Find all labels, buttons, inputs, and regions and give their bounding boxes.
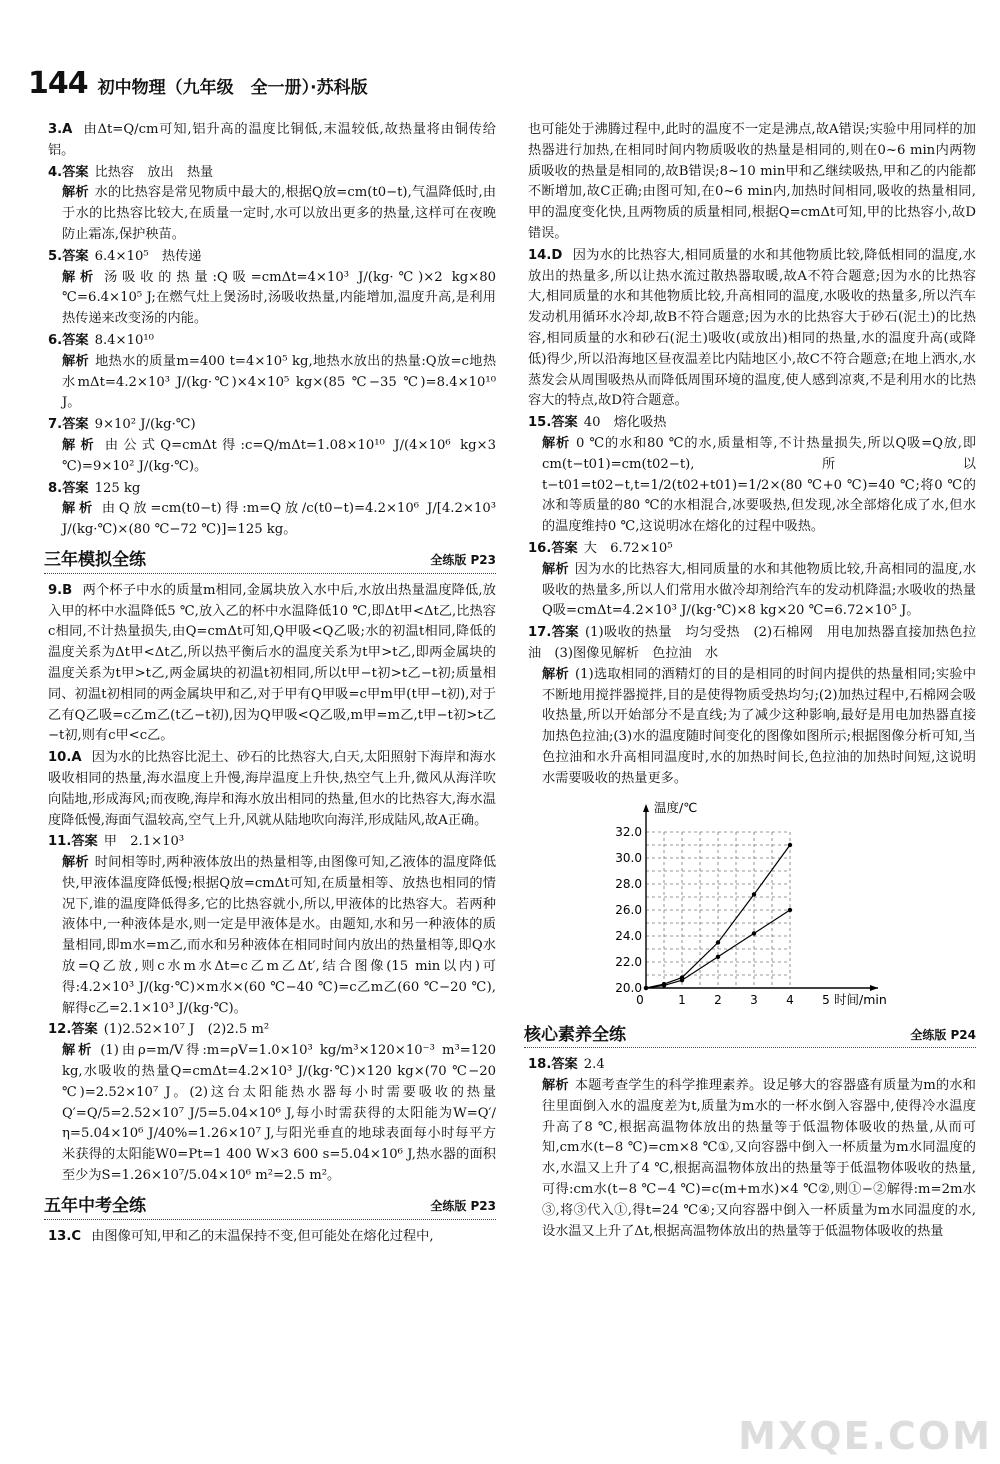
question-10 — [48, 748, 496, 831]
analysis-tag: 解析 — [62, 501, 96, 517]
answer-text: 40 熔化吸热 — [583, 415, 667, 431]
analysis-tag: 解析 — [62, 353, 90, 369]
answer-tag: 答案 — [62, 164, 89, 180]
question-9 — [48, 581, 496, 747]
section-title: 三年模拟全练 — [44, 549, 146, 570]
left-column — [44, 120, 497, 1248]
temperature-chart-svg — [598, 798, 898, 1016]
question-number: 11. — [48, 834, 72, 850]
question-number: 13.C — [48, 1228, 82, 1244]
question-15 — [528, 413, 976, 538]
question-text: 由图像可知,甲和乙的末温保持不变,但可能处在熔化过程中, — [91, 1228, 434, 1244]
section-five-year — [44, 1196, 496, 1220]
y-tick-label: 22.0 — [615, 954, 642, 969]
answer-tag: 答案 — [551, 540, 578, 556]
analysis-text: 水的比热容是常见物质中最大的,根据Q放=cm(t0−t),气温降低时,由于水的比热容比较大,在质量一定时,水可以放出更多的热量,这样可在夜晚防止霜冻,保护秧苗。 — [62, 185, 497, 242]
question-13-continued — [528, 120, 976, 245]
question-text: 两个杯子中水的质量m相同,金属块放入水中后,水放出热量温度降低,放入甲的杯中水温降低5 ℃,放入乙的杯中水温降低10 ℃,即Δt甲<Δt乙,比热容c相同,不计热量损失,由Q=cmΔt可知,Q甲吸<Q乙吸;水的初温t相同,降低的温度关系为Δt甲<Δt乙,所以热平衡后水的温度关系为t甲>t乙,即两金属块的温度关系为t甲>t乙,两金属块的初温t初相同,所以t甲−t初>t乙−t初;质量相同、初温t初相同的两金属块甲和乙,对于甲有Q甲吸=c甲m甲(t甲−t初),对于乙有Q乙吸=c乙m乙(t乙−t初),因为Q甲吸<Q乙吸,m甲=m乙,t甲−t初>t乙−t初,则有c甲<c乙。 — [48, 582, 496, 744]
analysis-tag: 解析 — [542, 561, 569, 577]
answer-tag: 答案 — [62, 417, 89, 433]
data-point — [644, 985, 648, 989]
analysis-tag: 解析 — [542, 435, 571, 451]
answer-text: 大 6.72×10⁵ — [583, 540, 673, 556]
question-text: 也可能处于沸腾过程中,此时的温度不一定是沸点,故A错误;实验中用同样的加热器进行加热,在相同时间内物质吸收的热量是相同的,则在0~6 min内两物质吸收的热量是相同的,故B错误;8~10 min甲和乙继续吸热,甲和乙的内能都不断增加,故C正确;由图可知,在0~6 min内,加热时间相同,吸收的热量相同,甲的温度变化快,且两物质的质量相同,根据Q=cmΔt可知,甲的比热容小,故D错误。 — [528, 122, 976, 241]
answer-tag: 答案 — [551, 415, 578, 431]
x-axis-arrow — [870, 985, 878, 991]
data-point — [788, 907, 792, 911]
x-tick-label: 3 — [750, 992, 758, 1007]
y-tick-label: 24.0 — [615, 928, 642, 943]
question-text: 由Δt=Q/cm可知,铝升高的温度比铜低,末温较低,故热量将由铜传给铝。 — [48, 122, 496, 158]
y-tick-label: 20.0 — [615, 980, 642, 995]
data-point — [752, 931, 756, 935]
right-column — [524, 120, 977, 1243]
question-number: 5. — [48, 248, 63, 264]
question-number: 17. — [528, 625, 552, 641]
analysis-text: 本题考查学生的科学推理素养。设足够大的容器盛有质量为m的水和往里面倒入水的温度差为t,质量为m水的一杯水倒入容器中,使得冷水温度升高了8 ℃,根据高温物体放出的热量等于低温物体吸收的热量,从而可知,cm水(t−8 ℃)=cm×8 ℃①,又向容器中倒入一杯质量为m水同温度的水,水温又上升了4 ℃,根据高温物体放出的热量等于低温物体吸收的热量,可得:cm水(t−8 ℃−4 ℃)=c(m+m水)×4 ℃②,则①−②解得:m=2m水③,将③代入①,得t=24 ℃④;又向容器中倒入一杯质量为m水同温度的水,设水温又上升了Δt,根据高温物体放出的热量等于低温物体吸收的热量 — [542, 1078, 976, 1239]
y-tick-label: 28.0 — [615, 876, 642, 891]
answer-text: 2.4 — [583, 1057, 605, 1073]
book-title: 初中物理（九年级 全一册）·苏科版 — [97, 78, 368, 98]
analysis-tag: 解析 — [62, 185, 89, 201]
answer-text: 甲 2.1×10³ — [103, 834, 185, 850]
y-tick-label: 32.0 — [615, 824, 642, 839]
answer-text: (1)吸收的热量 均匀受热 (2)石棉网 用电加热器直接加热色拉油 (3)图像见解析 色拉油 水 — [528, 625, 977, 661]
analysis-text: 由Q放=cm(t0−t)得:m=Q放/c(t0−t)=4.2×10⁶ J/[4.2×10³ J/(kg·℃)×(80 ℃−72 ℃)]=125 kg。 — [62, 501, 497, 538]
y-axis-arrow — [643, 804, 649, 812]
section-core — [524, 1025, 976, 1049]
x-tick-label: 2 — [714, 992, 722, 1007]
data-point — [752, 892, 756, 896]
page-number: 144 — [28, 66, 88, 101]
answer-text: 125 kg — [94, 480, 141, 496]
answer-text: 8.4×10¹⁰ — [94, 332, 154, 348]
analysis-tag: 解析 — [62, 437, 99, 453]
y-tick-label: 30.0 — [615, 850, 642, 865]
question-4 — [48, 163, 496, 246]
analysis-tag: 解析 — [62, 855, 89, 871]
question-3 — [48, 120, 496, 162]
question-number: 7. — [48, 417, 63, 433]
question-number: 16. — [528, 540, 552, 556]
analysis-text: 时间相等时,两种液体放出的热量相等,由图像可知,乙液体的温度降低快,甲液体温度降低慢;根据Q放=cmΔt可知,在质量相等、放热也相同的情况下,谁的温度降低得多,它的比热容就小,所以,甲液体的比热容大。若两种液体中,一种液体是水,则一定是甲液体是水。由题知,水和另一种液体的质量相同,即m水=m乙,而水和另种液体在相同时间内放出的热量相等,即Q水放=Q乙放,则c水m水Δt=c乙m乙Δt′,结合图像(15 min以内)可得:4.2×10³ J/(kg·℃)×m水×(60 ℃−40 ℃)=c乙m乙(60 ℃−20 ℃),解得c乙=2.1×10³ J/(kg·℃)。 — [62, 855, 497, 1016]
data-point — [788, 842, 792, 846]
question-18 — [528, 1055, 976, 1242]
x-tick-label: 0 — [636, 992, 644, 1007]
section-title: 核心素养全练 — [524, 1024, 626, 1045]
answer-tag: 答案 — [62, 332, 89, 348]
data-point — [680, 978, 684, 982]
question-number: 8. — [48, 480, 63, 496]
data-point — [662, 983, 666, 987]
section-ref: 全练版 P23 — [430, 1198, 496, 1213]
question-16 — [528, 539, 976, 622]
watermark: MXQE.COM — [738, 1414, 992, 1458]
question-11 — [48, 832, 496, 1019]
question-number: 12. — [48, 1022, 72, 1038]
analysis-tag: 解析 — [62, 1043, 95, 1059]
answer-text: 9×10² J/(kg·℃) — [94, 417, 196, 433]
section-title: 五年中考全练 — [44, 1195, 146, 1216]
answer-tag: 答案 — [71, 1022, 98, 1038]
question-number: 10.A — [48, 750, 82, 766]
x-tick-label: 4 — [786, 992, 794, 1007]
analysis-text: 地热水的质量m=400 t=4×10⁵ kg,地热水放出的热量:Q放=c地热水mΔt=4.2×10³ J/(kg·℃)×4×10⁵ kg×(85 ℃−35 ℃)=8.4×10¹⁰ J。 — [62, 353, 497, 411]
question-8 — [48, 479, 496, 541]
answer-text: (1)2.52×10⁷ J (2)2.5 m² — [103, 1022, 270, 1038]
page-header — [28, 66, 368, 101]
analysis-text: 0 ℃的水和80 ℃的水,质量相等,不计热量损失,所以Q吸=Q放,即cm(t−t01)=cm(t02−t),所以t−t01=t02−t,t=1/2(t02+t01)=1/2×(80 ℃+0 ℃)=40 ℃;将0 ℃的冰和等质量的80 ℃的水相混合,冰要吸热,但发现,冰全部熔化成了水,但水的温度维持0 ℃,这说明冰在熔化的过程中吸热。 — [542, 435, 977, 535]
section-ref: 全练版 P23 — [430, 552, 496, 567]
analysis-text: 由公式Q=cmΔt得:c=Q/mΔt=1.08×10¹⁰ J/(4×10⁶ kg×3 ℃)=9×10² J/(kg·℃)。 — [62, 437, 496, 474]
y-tick-label: 26.0 — [615, 902, 642, 917]
question-text: 因为水的比热容比泥土、砂石的比热容大,白天,太阳照射下海岸和海水吸收相同的热量,海水温度上升慢,海岸温度上升快,热空气上升,微风从海洋吹向陆地,形成海风;而夜晚,海岸和海水放出相同的热量,但水的比热容大,海水温度降低慢,海面气温较高,空气上升,风就从陆地吹向海洋,形成陆风,故A正确。 — [48, 750, 496, 828]
answer-tag: 答案 — [551, 625, 579, 641]
temperature-chart — [598, 798, 898, 1016]
section-three-year — [44, 550, 496, 574]
analysis-text: 因为水的比热容大,相同质量的水和其他物质比较,升高相同的温度,水吸收的热量多,所以人们常用水做冷却剂给汽车的发动机降温;水吸收的热量Q吸=cmΔt=4.2×10³ J/(kg·℃)×8 kg×20 ℃=6.72×10⁵ J。 — [542, 561, 977, 619]
analysis-text: (1)由ρ=m/V得:m=ρV=1.0×10³ kg/m³×120×10⁻³ m³=120 kg,水吸收的热量Q=cmΔt=4.2×10³ J/(kg·℃)×120 kg×(70 ℃−20 ℃)=2.52×10⁷ J。(2)这台太阳能热水器每小时需要吸收的热量Q′=Q/5=2.52×10⁷ J/5=5.04×10⁶ J,每小时需获得的太阳能为W=Q′/η=5.04×10⁶ J/40%=1.26×10⁷ J,与阳光垂直的地球表面每小时每平方米获得的太阳能W0=Pt=1 400 W×3 600 s=5.04×10⁶ J,热水器的面积至少为S=1.26×10⁷/5.04×10⁶ m²=2.5 m²。 — [62, 1043, 497, 1184]
question-number: 4. — [48, 164, 63, 180]
question-text: 因为水的比热容大,相同质量的水和其他物质比较,降低相同的温度,水放出的热量多,所以让热水流过散热器取暖,故A不符合题意;因为水的比热容大,相同质量的水和其他物质比较,升高相同的温度,水吸收的热量多,所以汽车发动机用循环水冷却,故B不符合题意;因为水的比热容大于砂石(泥土)的比热容,相同质量的水和砂石(泥土)吸收(或放出)相同的热量,水的温度升高(或降低)得少,所以沿海地区昼夜温差比内陆地区小,故C不符合题意;在地上洒水,水蒸发会从周围吸热从而降低周围环境的温度,使人感到凉爽,不是利用水的比热容大的特点,故D符合题意。 — [528, 247, 976, 409]
question-17 — [528, 623, 976, 789]
analysis-text: 汤吸收的热量:Q吸=cmΔt=4×10³ J/(kg·℃)×2 kg×80 ℃=6.4×10⁵ J;在燃气灶上煲汤时,汤吸收热量,内能增加,温度升高,是利用热传递来改变汤的内能。 — [62, 269, 496, 327]
question-number: 3.A — [48, 122, 73, 137]
question-14 — [528, 246, 976, 412]
analysis-text: (1)选取相同的酒精灯的目的是相同的时间内提供的热量相同;实验中不断地用搅拌器搅拌,目的是使得物质受热均匀;(2)加热过程中,石棉网会吸收热量,所以开始部分不是直线;为了减少这种影响,最好是用电加热器直接加热色拉油;(3)水的温度随时间变化的图像如图所示;根据图像分析可知,当色拉油和水升高相同温度时,水的加热时间长,色拉油的加热时间短,这说明水需要吸收的热量更多。 — [542, 666, 977, 786]
answer-tag: 答案 — [62, 480, 89, 496]
question-7 — [48, 415, 496, 477]
answer-text: 6.4×10⁵ 热传递 — [94, 248, 202, 264]
answer-tag: 答案 — [71, 834, 98, 850]
data-point — [716, 940, 720, 944]
analysis-tag: 解析 — [542, 1078, 569, 1094]
analysis-tag: 解析 — [62, 269, 99, 285]
answer-text: 比热容 放出 热量 — [94, 164, 214, 180]
question-number: 6. — [48, 332, 63, 348]
x-tick-label: 5 — [822, 992, 830, 1007]
question-number: 9.B — [48, 582, 73, 598]
x-axis-label: 时间/min — [834, 991, 887, 1007]
question-13 — [48, 1227, 496, 1248]
data-point — [716, 954, 720, 958]
question-number: 15. — [528, 415, 552, 431]
answer-tag: 答案 — [62, 248, 89, 264]
question-5 — [48, 247, 496, 330]
analysis-tag: 解析 — [542, 666, 569, 682]
y-axis-label: 温度/℃ — [654, 799, 698, 815]
question-number: 18. — [528, 1057, 552, 1073]
x-tick-label: 1 — [678, 992, 686, 1007]
question-6 — [48, 331, 496, 414]
section-ref: 全练版 P24 — [910, 1027, 976, 1042]
question-number: 14.D — [528, 247, 563, 263]
answer-tag: 答案 — [551, 1057, 578, 1073]
question-12 — [48, 1020, 496, 1186]
